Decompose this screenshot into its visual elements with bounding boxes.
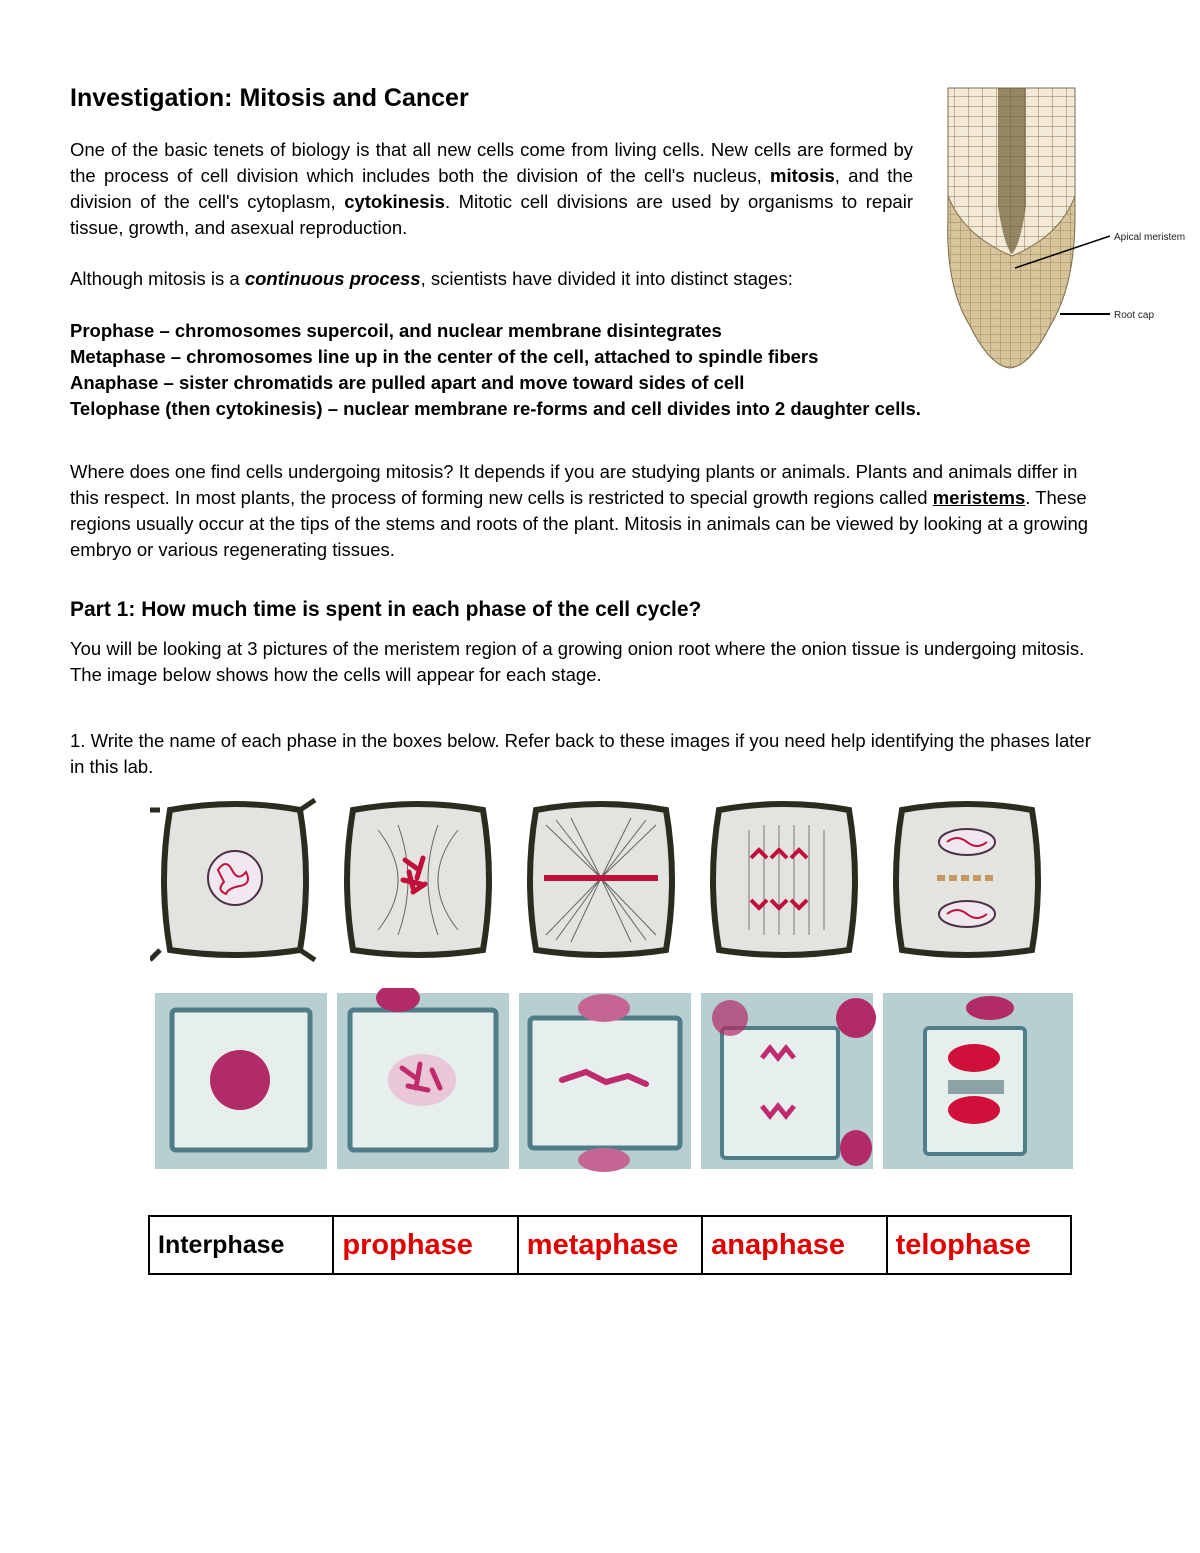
continuous-paragraph: Although mitosis is a continuous process, scientists have divided it into distinct stages: <box>70 268 793 289</box>
table-row <box>149 1216 1071 1274</box>
micrograph-metaphase <box>519 993 691 1172</box>
root-cap-label: Root cap <box>1114 310 1155 321</box>
meristem-paragraph: Where does one find cells undergoing mitosis? It depends if you are studying plants or animals. Plants and animals differ in this respect. In most plants, the process of forming new cells is restricted to special growth regions called meristems. These regions usually occur at the tips of the stems and roots of the plant. Mitosis in animals can be viewed by looking at a growing embryo or various regenerating tissues. <box>70 461 1089 560</box>
phase-diagram-row <box>150 790 1060 965</box>
diagram-interphase <box>150 800 315 960</box>
stage-telophase: Telophase (then cytokinesis) – nuclear membrane re-forms and cell divides into 2 daughter cells. <box>70 398 921 419</box>
stage-metaphase: Metaphase – chromosomes line up in the center of the cell, attached to spindle fibers <box>70 346 819 367</box>
intro-paragraph: One of the basic tenets of biology is that all new cells come from living cells. New cells are formed by the process of cell division which includes both the division of the cell's nucleus, mitosis, and the division of the cell's cytoplasm, cytokinesis. Mitotic cell divisions are used by organisms to repair tissue, growth, and asexual reproduction. <box>70 139 913 238</box>
stage-anaphase: Anaphase – sister chromatids are pulled apart and move toward sides of cell <box>70 372 745 393</box>
micrograph-telophase <box>883 993 1073 1169</box>
phase-cell-anaphase[interactable]: anaphase <box>702 1216 886 1274</box>
diagram-telophase <box>896 804 1038 955</box>
phase-cell-telophase[interactable]: telophase <box>887 1216 1071 1274</box>
root-tip-figure <box>940 86 1190 376</box>
micrograph-interphase <box>155 993 327 1169</box>
part1-description: You will be looking at 3 pictures of the meristem region of a growing onion root where the onion tissue is undergoing mitosis. The image below shows how the cells will appear for each stage. <box>70 638 1085 685</box>
micrograph-row <box>150 988 1080 1173</box>
phase-cell-metaphase[interactable]: metaphase <box>518 1216 702 1274</box>
phase-cell-prophase[interactable]: prophase <box>333 1216 517 1274</box>
page-title: Investigation: Mitosis and Cancer <box>70 84 469 112</box>
micrograph-prophase <box>337 988 509 1169</box>
diagram-anaphase <box>713 804 855 955</box>
diagram-prophase <box>347 804 489 955</box>
diagram-metaphase <box>530 804 672 955</box>
stage-prophase: Prophase – chromosomes supercoil, and nuclear membrane disintegrates <box>70 320 722 341</box>
stage-list <box>70 318 921 422</box>
part1-heading: Part 1: How much time is spent in each phase of the cell cycle? <box>70 598 702 621</box>
phase-cell-interphase[interactable]: Interphase <box>149 1216 333 1274</box>
question-1: 1. Write the name of each phase in the boxes below. Refer back to these images if you need help identifying the phases later in this lab. <box>70 730 1091 777</box>
phase-answer-table <box>148 1215 1072 1275</box>
micrograph-anaphase <box>701 993 876 1169</box>
apical-meristem-label: Apical meristem <box>1114 232 1186 243</box>
